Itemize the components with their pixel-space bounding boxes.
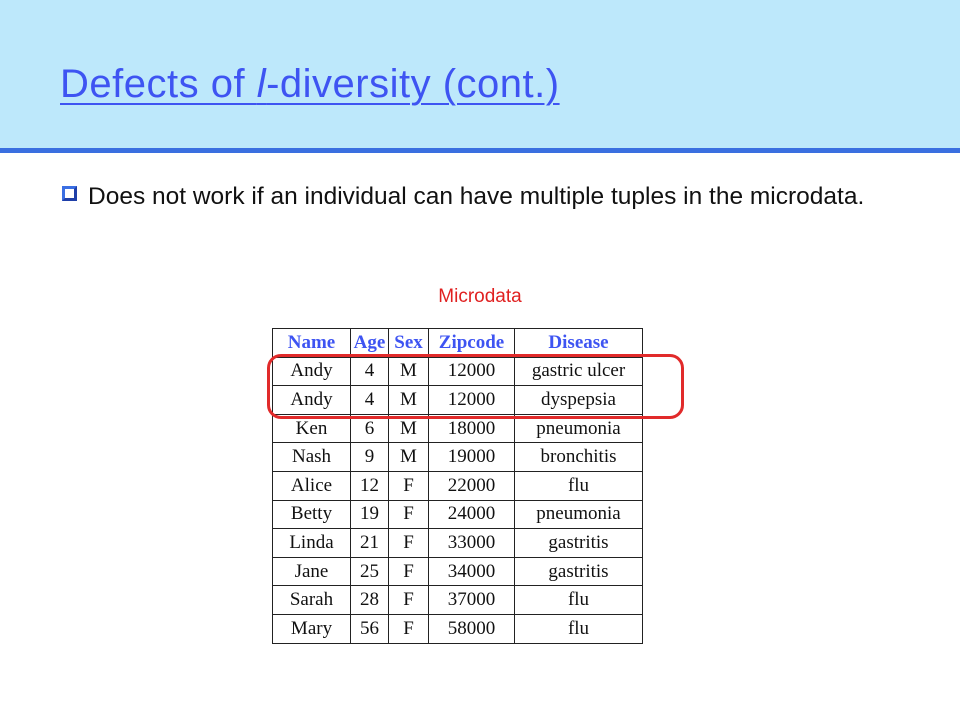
cell-zipcode: 33000 [429,529,515,558]
cell-disease: pneumonia [515,414,643,443]
cell-age: 56 [351,614,389,643]
cell-disease: bronchitis [515,443,643,472]
table-row [273,471,643,500]
cell-zipcode: 12000 [429,357,515,386]
cell-name: Betty [273,500,351,529]
cell-disease: gastritis [515,557,643,586]
cell-disease: gastric ulcer [515,357,643,386]
cell-name: Alice [273,471,351,500]
cell-age: 21 [351,529,389,558]
cell-age: 4 [351,357,389,386]
cell-sex: F [389,500,429,529]
cell-name: Andy [273,357,351,386]
cell-zipcode: 24000 [429,500,515,529]
cell-sex: M [389,386,429,415]
cell-zipcode: 34000 [429,557,515,586]
cell-age: 9 [351,443,389,472]
cell-disease: gastritis [515,529,643,558]
cell-zipcode: 58000 [429,614,515,643]
table-row [273,586,643,615]
header-cell: Name [273,329,351,358]
cell-zipcode: 37000 [429,586,515,615]
cell-disease: flu [515,586,643,615]
square-bullet-icon [62,186,77,201]
cell-sex: F [389,529,429,558]
cell-sex: M [389,443,429,472]
cell-zipcode: 19000 [429,443,515,472]
cell-age: 25 [351,557,389,586]
bullet-text: Does not work if an individual can have multiple tuples in the microdata. [88,183,865,210]
highlight-ellipse [267,354,684,419]
cell-name: Nash [273,443,351,472]
cell-sex: M [389,357,429,386]
cell-name: Mary [273,614,351,643]
table-row [273,443,643,472]
cell-name: Linda [273,529,351,558]
header-cell: Disease [515,329,643,358]
cell-name: Sarah [273,586,351,615]
cell-age: 12 [351,471,389,500]
cell-zipcode: 22000 [429,471,515,500]
table-caption: Microdata [438,286,522,307]
title-divider [0,148,960,153]
table-row [273,500,643,529]
header-cell: Sex [389,329,429,358]
cell-name: Jane [273,557,351,586]
cell-disease: dyspepsia [515,386,643,415]
cell-age: 19 [351,500,389,529]
header-cell: Zipcode [429,329,515,358]
title-suffix: -diversity (cont.) [266,62,560,106]
cell-disease: pneumonia [515,500,643,529]
cell-disease: flu [515,471,643,500]
table-row [273,614,643,643]
title-italic-l: l [256,62,267,106]
cell-sex: F [389,557,429,586]
header-cell: Age [351,329,389,358]
cell-zipcode: 12000 [429,386,515,415]
table-header-row [273,329,643,358]
slide-title [60,62,560,107]
cell-sex: M [389,414,429,443]
cell-sex: F [389,614,429,643]
cell-name: Ken [273,414,351,443]
cell-sex: F [389,471,429,500]
cell-zipcode: 18000 [429,414,515,443]
cell-age: 4 [351,386,389,415]
cell-age: 28 [351,586,389,615]
table-row [273,529,643,558]
cell-age: 6 [351,414,389,443]
table-row [273,557,643,586]
cell-disease: flu [515,614,643,643]
cell-name: Andy [273,386,351,415]
cell-sex: F [389,586,429,615]
title-prefix: Defects of [60,62,257,106]
